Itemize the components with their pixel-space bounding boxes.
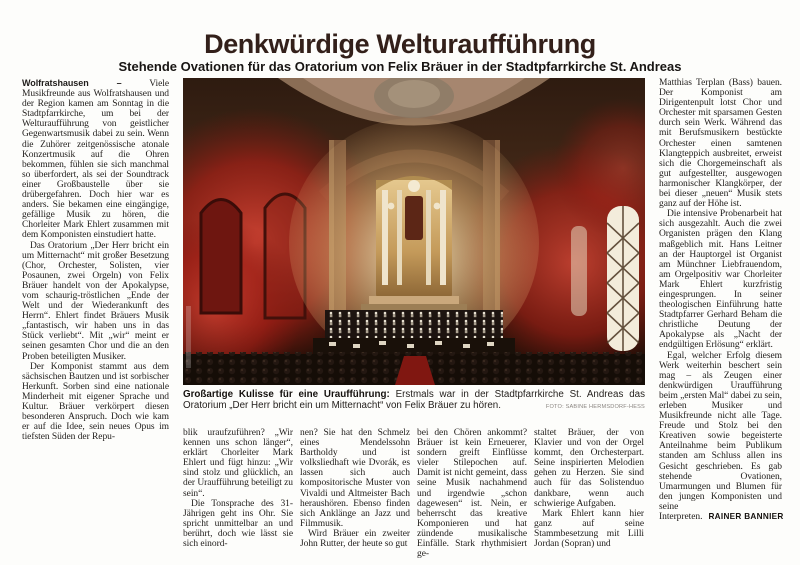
paragraph: Die Tonsprache des 31-Jährigen geht ins Ohr. Sie spricht unmittelbar an und berührt, doch wie lässt sie sich einord- — [183, 498, 293, 550]
article-column-5 — [534, 428, 644, 562]
church-interior-illustration — [183, 78, 645, 385]
article-subhead: Stehende Ovationen für das Oratorium von Felix Bräuer in der Stadtpfarrkirche St. Andreas — [118, 59, 682, 74]
paragraph: bei den Chören ankommt? Bräuer ist kein Erneuerer, sondern greift Einflüsse vieler Stilepochen auf. Damit ist nicht gemeint, dass seine Musik nachahmend und irgendwie „schon dagewesen“ ist. Nein, er beherrscht das kreative Komponieren und hat zündende musikalische Einfälle. Stark rhythmisiert ge- — [417, 428, 527, 560]
article-column-4 — [417, 428, 527, 562]
photo-caption — [183, 389, 645, 411]
paragraph: Matthias Terplan (Bass) bauen. Der Komponist am Dirigentenpult lotst Chor und Orchester mit sparsamen Gesten durch sein Werk. Während das mit Berufsmusikern bestückte Orchester einen samtenen Klangteppich ausbreitet, erweist sich die Chorgemeinschaft als gut aufgestellter, ausgewogen harmonischer Klangkörper, der bei dieser „neuen“ Musik stets ganz auf der Höhe ist. — [659, 78, 782, 210]
caption-text: Erstmals war in der Stadtpfarrkirche St. Andreas das Oratorium „Der Herr bricht ein um Mitternacht“ von Felix Bräuer zu hören. — [183, 389, 645, 411]
byline: RAINER BANNIER — [708, 512, 784, 522]
church-concert-photo — [183, 78, 645, 385]
article-headline: Denkwürdige Welturaufführung — [204, 29, 596, 59]
dateline: Wolfratshausen – — [22, 78, 122, 88]
paragraph: nen? Sie hat den Schmelz eines Mendelssohn Bartholdy und ist volksliedhaft wie Dvorák, es lassen sich auch kompositorische Muster von Vivaldi und Altmeister Bach heraushören. Ebenso finden sich Anklänge an Jazz und Filmmusik. — [300, 428, 410, 529]
paragraph: staltet Bräuer, der von Klavier und von der Orgel kommt, den Orchesterpart. Seine inspirierten Melodien gehen zu Herzen. Sie sind auch für das Solistenduo dankbare, wenn auch schwierige Aufgaben. — [534, 428, 644, 509]
paragraph: Wolfratshausen – Viele Musikfreunde aus Wolfratshausen und der Region kamen am Sonntag in die Stadtpfarrkirche, um bei der Welturaufführung von geistlicher Gegenwartsmusik dabei zu sein. Wenn die Zuhörer zeitgenössische atonale Konzertmusik auf die Ohren bekommen, fühlen sie sich manchmal so überfordert, als sei der Soundtrack einer Großbaustelle über sie drübergefahren. Doch hier war es anders. Sie bekamen eine eingängige, gefällige Musik zu hören, die Chorleiter Mark Ehlert zusammen mit dem Komponisten einstudiert hatte. — [22, 78, 169, 241]
photo-credit: FOTO: SABINE HERMSDORF-HESS — [545, 404, 645, 410]
paragraph: Wird Bräuer ein zweiter John Rutter, der heute so gut — [300, 528, 410, 550]
paragraph: blik uraufzuführen? „Wir kennen uns schon länger“, erklärt Chorleiter Mark Ehlert und fügt hinzu: „Wir sind stolz und glücklich, an der Uraufführung beteiligt zu sein“. — [183, 428, 293, 499]
article-column-2 — [183, 428, 293, 562]
paragraph: Egal, welcher Erfolg diesem Werk weiterhin beschert sein mag – als Zeugen einer denkwürdigen Uraufführung beim „ersten Mal“ dabei zu sein, erleben Musiker und Musikfreunde nicht alle Tage. Freude und Stolz bei den Kreativen sowie begeisterte Anteilnahme beim Publikum standen am Schluss allen ins Gesicht geschrieben. Es gab stehende Ovationen, Umarmungen und Blumen für den jungen Komponisten und seine Interpreten. RAINER BANNIER — [659, 350, 784, 523]
article-column-1 — [22, 78, 169, 548]
paragraph: Der Komponist stammt aus dem sächsischen Bautzen und ist sorbischer Herkunft. Sorben sind eine nationale Minderheit mit eigener Sprache und Kultur. Bräuer verkörpert diesen besonderen Anspruch. Doch wie kam er auf die Idee, sein neues Opus im tiefsten Süden der Repu- — [22, 361, 169, 443]
article-column-3 — [300, 428, 410, 562]
caption-lead: Großartige Kulisse für eine Uraufführung: — [183, 389, 390, 400]
paragraph: Die intensive Probenarbeit hat sich ausgezahlt. Auch die zwei Organisten prägen den Klang maßgeblich mit. Hans Leitner an der Hauptorgel ist Organist am Münchner Liebfrauendom, am Orgelpositiv war Chorleiter Mark Ehlert kurzfristig eingesprungen. In seiner theologischen Einführung hatte Stadtpfarrer Gerhard Beham die christliche Deutung der Apokalypse als „Nacht der endgültigen Erlösung“ erklärt. — [659, 209, 782, 351]
paragraph: Mark Ehlert kann hier ganz auf seine Stammbesetzung mit Lilli Jordan (Sopran) und — [534, 508, 644, 550]
article-column-6 — [659, 78, 782, 560]
paragraph: Das Oratorium „Der Herr bricht ein um Mitternacht“ mit großer Besetzung (Chor, Orchester, Solisten, vier Posaunen, zwei Orgeln) von Felix Bräuer handelt von der Apokalypse, vom schaurig-tröstlichen „Ende der Welt und der Wiederankunft des Herrn“. Ehlert findet Bräuers Musik „fantastisch, wir haben uns in das Stück verliebt“. Mit „wir“ meint er seinen gesamten Chor und die an den Proben beteiligten Musiker. — [22, 240, 169, 362]
